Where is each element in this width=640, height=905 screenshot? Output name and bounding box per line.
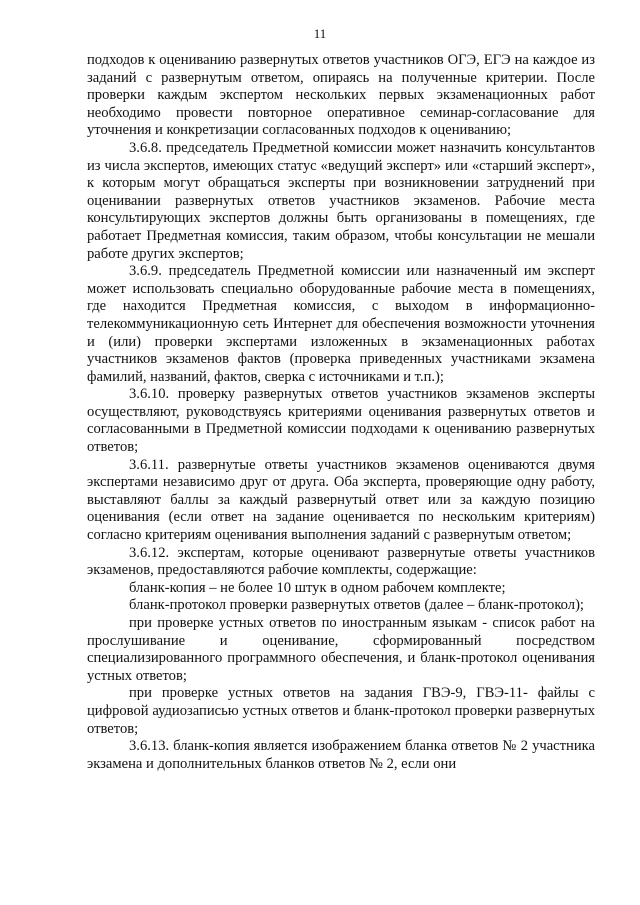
paragraph-continuation: подходов к оцениванию развернутых ответов участников ОГЭ, ЕГЭ на каждое из заданий с развернутым ответом, опираясь на полученные критерии. После проверки каждым экспертом нескольких первых экзаменационных работ необходимо провести повторное оперативное семинар-согласование для уточнения и конкретизации согласованных подходов к оцениванию; bbox=[87, 52, 595, 139]
paragraph-3-6-9: 3.6.9. председатель Предметной комиссии или назначенный им эксперт может использовать специально оборудованные рабочие места в помещениях, где находится Предметная комиссия, с выходом в информационно-телекоммуникационную сеть Интернет для обеспечения возможности уточнения и (или) проверки экспертами изложенных в экзаменационных работах участников экзаменов фактов (проверка приведенных участниками экзамена фамилий, названий, фактов, сверка с источниками и т.п.); bbox=[87, 263, 595, 385]
paragraph-3-6-11: 3.6.11. развернутые ответы участников экзаменов оцениваются двумя экспертами независимо друг от друга. Оба эксперта, проверяющие одну работу, выставляют баллы за каждый развернутый ответ или за каждую позицию оценивания (если ответ на задание оценивается по нескольким критериям) согласно критериям оценивания выполнения заданий с развернутым ответом; bbox=[87, 456, 595, 544]
list-item-blank-copy: бланк-копия – не более 10 штук в одном рабочем комплекте; bbox=[129, 579, 506, 596]
paragraph-3-6-8: 3.6.8. председатель Предметной комиссии может назначить консультантов из числа экспертов, имеющих статус «ведущий эксперт» или «старший эксперт», к которым могут обращаться эксперты при возникновении затруднений при оценивании развернутых ответов участников экзаменов. Рабочие места консультирующих экспертов должны быть организованы в помещениях, где работает Предметная комиссия, таким образом, чтобы консультации не мешали работе других экспертов; bbox=[87, 139, 595, 262]
paragraph-3-6-10: 3.6.10. проверку развернутых ответов участников экзаменов эксперты осуществляют, руководствуясь критериями оценивания развернутых ответов и согласованными в Предметной комиссии подходами к оцениванию развернутых ответов; bbox=[87, 386, 595, 456]
document-body bbox=[87, 52, 595, 773]
paragraph-3-6-13: 3.6.13. бланк-копия является изображением бланка ответов № 2 участника экзамена и дополнительных бланков ответов № 2, если они bbox=[87, 738, 595, 772]
list-item-foreign-languages: при проверке устных ответов по иностранным языкам - список работ на прослушивание и оценивание, сформированный посредством специализированного программного обеспечения, и бланк-протокол оценивания устных ответов; bbox=[87, 615, 595, 684]
paragraph-3-6-12: 3.6.12. экспертам, которые оценивают развернутые ответы участников экзаменов, предоставляются рабочие комплекты, содержащие: bbox=[87, 544, 595, 579]
page-number: 11 bbox=[313, 26, 327, 41]
list-item-gve-oral: при проверке устных ответов на задания ГВЭ-9, ГВЭ-11- файлы с цифровой аудиозаписью устных ответов и бланк-протокол проверки развернутых ответов; bbox=[87, 685, 595, 737]
list-item-blank-protocol: бланк-протокол проверки развернутых ответов (далее – бланк-протокол); bbox=[129, 597, 584, 614]
